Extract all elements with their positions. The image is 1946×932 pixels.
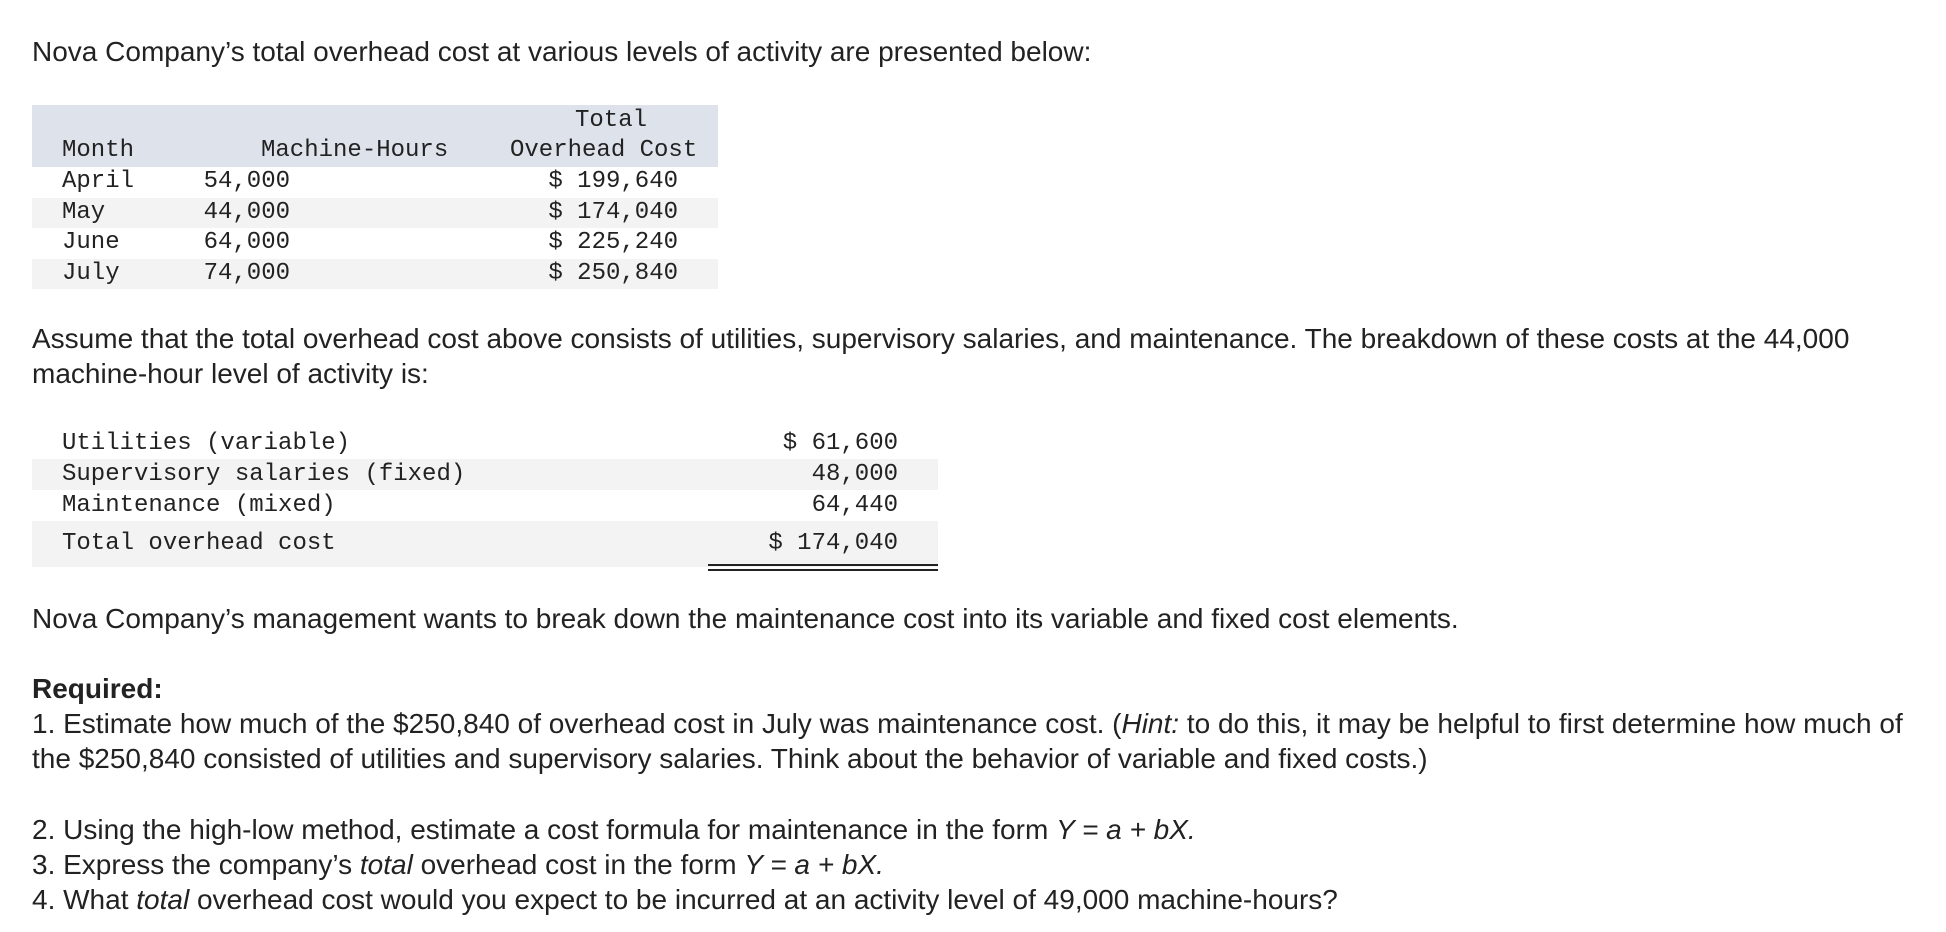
- row-cost: $ 225,240: [548, 229, 678, 256]
- row-machine-hours: 44,000: [203, 198, 290, 226]
- q1-hint: Hint:: [1121, 708, 1180, 739]
- q3-text-mid: overhead cost in the form: [412, 849, 745, 880]
- question-3: [32, 847, 884, 882]
- assume-text: Assume that the total overhead cost above consists of utilities, supervisory salaries, and maintenance. The breakdown of these costs at the 44,000 machine-hour level of activity is:: [32, 323, 1850, 389]
- total-amount: $ 174,040: [768, 530, 898, 557]
- header-month: Month: [62, 137, 135, 164]
- overhead-table: [32, 105, 718, 289]
- management-text: Nova Company’s management wants to break down the maintenance cost into its variable and fixed cost elements.: [32, 603, 1459, 634]
- overhead-table-header: [32, 105, 718, 167]
- question-4: [32, 882, 1338, 917]
- table-row: [32, 459, 938, 490]
- row-machine-hours: 74,000: [203, 259, 290, 287]
- header-overhead-cost: Overhead Cost: [510, 137, 698, 164]
- q1-text-start: 1. Estimate how much of the $250,840 of overhead cost in July was maintenance cost. (: [32, 708, 1122, 739]
- table-row: [32, 198, 718, 229]
- row-cost: $ 174,040: [548, 198, 678, 226]
- intro-text: Nova Company’s total overhead cost at various levels of activity are presented below:: [32, 36, 1092, 67]
- q3-text-start: 3. Express the company’s: [32, 849, 360, 880]
- row-month: May: [62, 198, 106, 226]
- row-cost: $ 199,640: [548, 168, 678, 195]
- table-row: [32, 228, 718, 259]
- question-2: [32, 812, 1196, 847]
- q2-formula: Y = a + bX.: [1056, 814, 1196, 845]
- header-machine-hours: Machine-Hours: [261, 137, 449, 164]
- table-row: [32, 259, 718, 290]
- q1-text-end: to do this, it may be helpful to first determine how much of the $250,840 consisted of utilities and supervisory salaries. Think about the behavior of variable and fixed costs.): [32, 708, 1903, 774]
- row-label: Utilities (variable): [62, 430, 351, 457]
- q2-text: 2. Using the high-low method, estimate a cost formula for maintenance in the form: [32, 814, 1057, 845]
- row-month: April: [62, 168, 135, 195]
- question-1: [32, 706, 1912, 776]
- q3-formula: Y = a + bX.: [744, 849, 884, 880]
- q4-text-end: overhead cost would you expect to be incurred at an activity level of 49,000 machine-hours?: [189, 884, 1338, 915]
- q4-text-start: 4. What: [32, 884, 137, 915]
- total-double-rule: [708, 564, 938, 571]
- row-machine-hours: 54,000: [203, 168, 290, 195]
- row-month: July: [62, 259, 120, 287]
- row-amount: $ 61,600: [782, 430, 898, 457]
- required-heading: Required:: [32, 673, 163, 704]
- table-row: [32, 428, 938, 459]
- row-amount: 48,000: [811, 461, 898, 488]
- q3-total-word: total: [359, 849, 413, 880]
- header-total: Total: [575, 107, 648, 134]
- cost-breakdown-table: [32, 428, 938, 567]
- row-label: Maintenance (mixed): [62, 492, 336, 519]
- table-row: [32, 167, 718, 198]
- table-row: [32, 490, 938, 521]
- row-machine-hours: 64,000: [203, 229, 290, 256]
- row-amount: 64,440: [811, 492, 898, 519]
- row-cost: $ 250,840: [548, 259, 678, 287]
- q4-total-word: total: [136, 884, 190, 915]
- total-row: [32, 521, 938, 567]
- total-label: Total overhead cost: [62, 530, 336, 557]
- row-label: Supervisory salaries (fixed): [62, 461, 466, 488]
- row-month: June: [62, 229, 120, 256]
